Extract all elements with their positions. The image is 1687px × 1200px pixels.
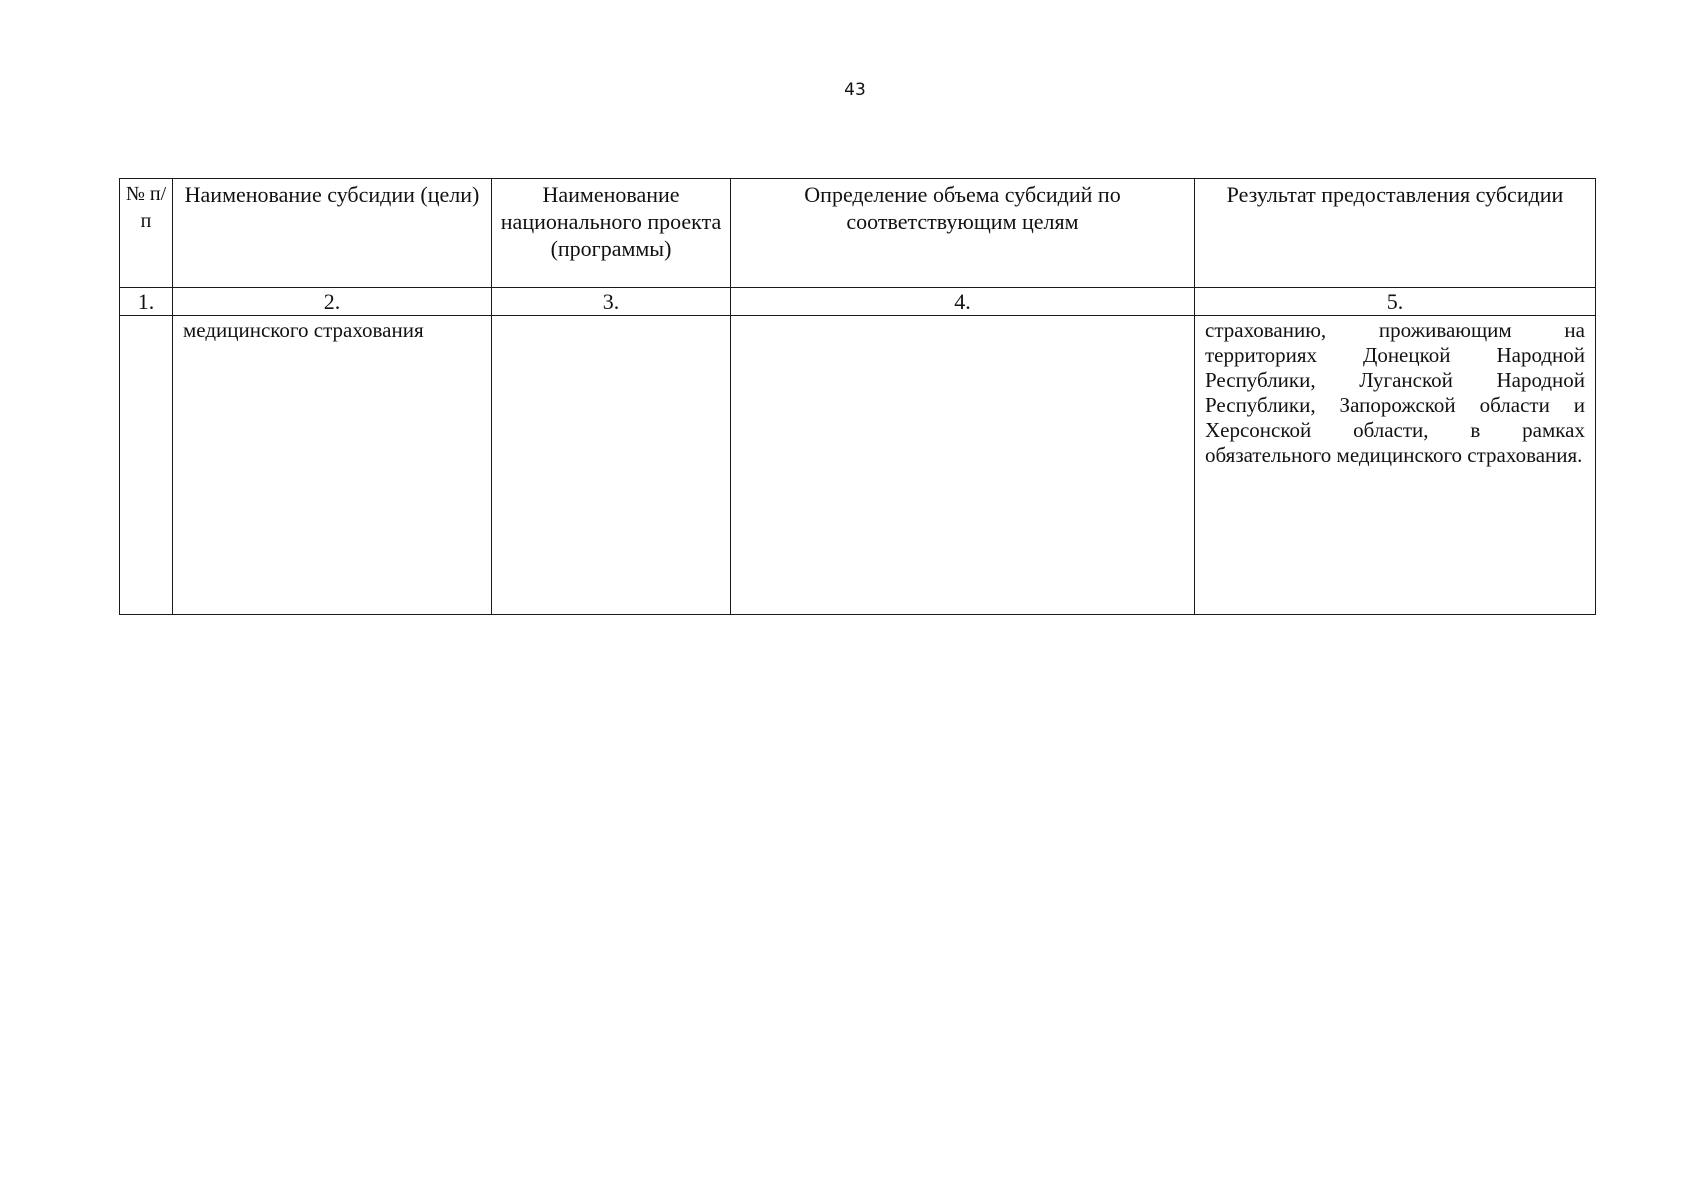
row-num (120, 316, 172, 318)
header-cell-volume (731, 179, 1195, 288)
header-num-label: № п/п (125, 183, 167, 232)
column-number-4: 4. (731, 288, 1195, 316)
row-project-cell (492, 316, 731, 615)
row-name-cell (173, 316, 492, 615)
page-number: 43 (844, 80, 866, 100)
header-volume-label: Определение объема субсидий по соответствующим целям (804, 182, 1121, 234)
header-cell-project (492, 179, 731, 288)
header-cell-result (1195, 179, 1596, 288)
table-row (120, 316, 1596, 615)
column-number-1: 1. (120, 288, 173, 316)
header-row (120, 179, 1596, 288)
column-number-3: 3. (492, 288, 731, 316)
header-cell-num (120, 179, 173, 288)
header-project-label: Наименование национального проекта (программы) (500, 182, 722, 261)
row-name: медицинского страхования (183, 318, 424, 342)
header-cell-name (173, 179, 492, 288)
row-num-cell (120, 316, 173, 615)
row-result: страхованию, проживающим на территориях Донецкой Народной Республики, Луганской Народной Республики, Запорожской области и Херсонской области, в рамках обязательного медицинского страхования. (1205, 318, 1585, 467)
column-number-5: 5. (1195, 288, 1596, 316)
row-result-cell (1195, 316, 1596, 615)
column-number-row (120, 288, 1596, 316)
header-result-label: Результат предоставления субсидии (1226, 182, 1564, 207)
subsidy-table (119, 178, 1596, 615)
header-name-label: Наименование субсидии (цели) (184, 182, 480, 207)
column-number-2: 2. (173, 288, 492, 316)
row-volume (731, 316, 1194, 318)
row-volume-cell (731, 316, 1195, 615)
row-project (492, 316, 730, 318)
